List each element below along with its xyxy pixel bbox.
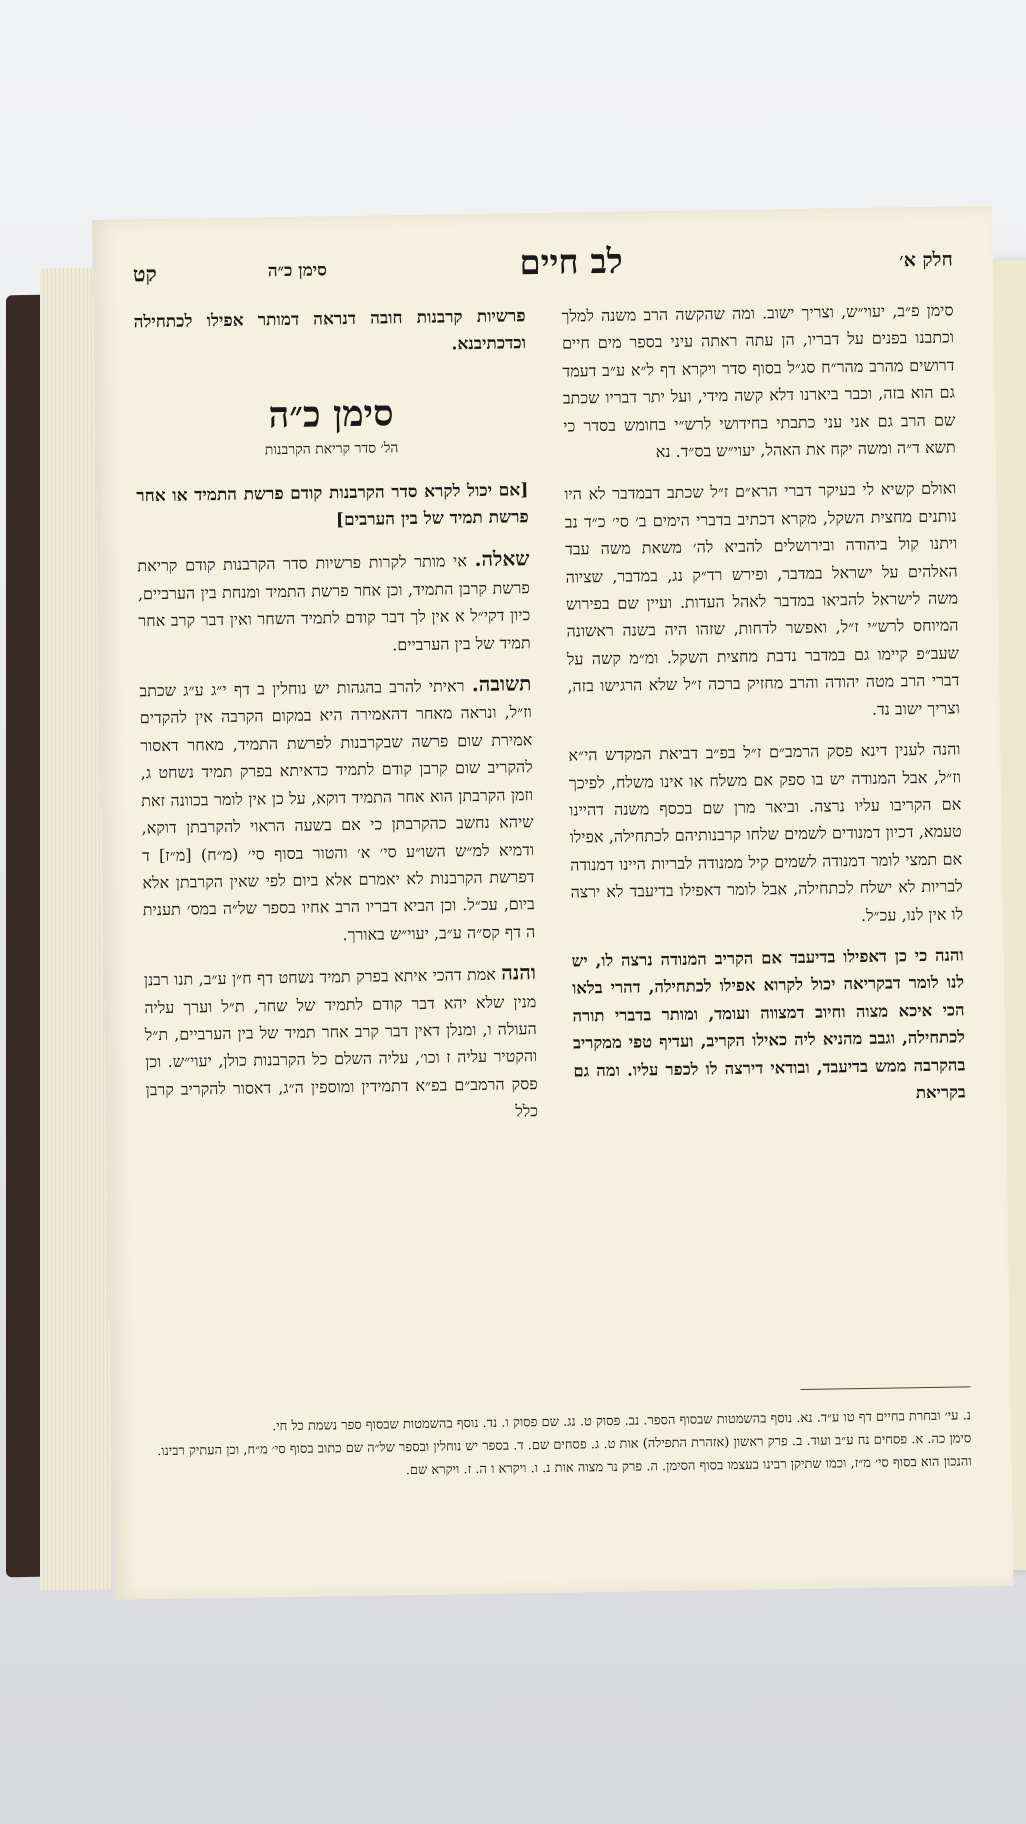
siman-subtitle: הל׳ סדר קריאת הקרבנות [264, 440, 399, 459]
left-column [133, 303, 538, 1145]
book-page [92, 206, 1014, 1600]
answer-paragraph [139, 670, 535, 951]
siman-title: סימן כ״ה [268, 392, 394, 437]
section-heading: [אם יכול לקרא סדר הקרבנות קודם פרשת התמיד או אחר פרשת תמיד של בין הערבים] [136, 479, 529, 531]
header-part: חלק א׳ [899, 248, 953, 272]
intro-text: פרשיות קרבנות חובה דנראה דמותר אפילו לכתחילה וכדכתיבנא. [133, 306, 527, 355]
footnote-line: סימן כה. א. פסחים נח ע״ב ועוד. ב. פרק ראשון (אזהרת התפילה) אות ט. ג. פסחים שם. ד. בספר יש נוחלין ובספר של״ה שם כתוב בסוף סי׳ מ״ח, וכן העתיק רבינו. והנכון הוא בסוף סי׳ מ״ז, וכמו שתיקן רבינו בעצמו בסוף הסימן. ה. פרק נר מצוה אות נ. ו. ויקרא ו ה. ז. ויקרא שם. [156, 1431, 972, 1479]
question-text: אי מותר לקרות פרשיות סדר הקרבנות קודם קריאת פרשת קרבן התמיד, וכן אחר פרשת התמיד ומנחת בין הערביים, כיון דקי״ל א אין לך דבר קודם לתמיד השחר ואין דבר קרב אחר תמיד של בין הערביים. [137, 551, 531, 654]
paragraph: סימן פ״ב, יעוי״ש, וצריך ישוב. ומה שהקשה הרב משנה למלך וכתבנו בפנים על דבריו, הן עתה ראתה עיני בספר מים חיים דרושים מהרב מהר״ח סג״ל בסוף סדר ויקרא דף ל״א ע״ב דעמד גם הוא בזה, וכבר ביארנו דלא קשה מידי, ועל יתר דבריו שכתב שם הרב גם אני עני כתבתי בחידושי לרש״י בחומש בסדר כי תשא ד״ה ומשה יקח את האהל, יעוי״ש בס״ד. נא [561, 300, 956, 462]
question-paragraph [137, 546, 531, 663]
paragraph [144, 959, 539, 1131]
question-lead: שאלה. [474, 546, 530, 572]
answer-text: ראיתי להרב בהגהות יש נוחלין ב דף י״ג ע״ג שכתב וז״ל, ונראה מאחר דהאמירה היא במקום הקרבה אין להקדים אמירת שום פרשה שבקרבנות לפרשת התמיד, מאחר דאסור להקריב שום קרבן קודם לתמיד כדאיתא בפרק תמיד נשחט ג, וזמן הקרבתן הוא אחר התמיד דוקא, על כן אין לומר בכוונה זאת שיהא נחשב כהקרבתן כי אם בשעה הראוי להקרבתן דוקא, ודמיא למ״ש השו״ע סי׳ א׳ והטור בסוף סי׳ (מ״ח) [מ״ז] ד דפרשת הקרבנות לא יאמרם אלא ביום לפי שאין הקרבתן אלא ביום, עכ״ל. וכן הביא דבריו הרב אחיו בספר של״ה במס׳ תענית ה דף קס״ה ע״ב, יעוי״ש באורך. [139, 676, 536, 944]
footnotes [151, 1404, 972, 1486]
footnote-line: נ. עי׳ ובחרת בחיים דף טו ע״ד. נא. נוסף בהשמטות שבסוף הספר. נב. פסוק ט. נג. שם פסוק ו. נד. נוסף בהשמטות שבסוף ספר נשמת כל חי. [271, 1408, 972, 1435]
paragraph: והנה כי כן דאפילו בדיעבד אם הקריב המנודה נרצה לו, יש לנו לומר דבקריאה יכול לקרוא אפילו לכתחילה, דהרי בלאו הכי איכא מצוה וחיוב דמצווה ועומד, ומותר בדברי תורה לכתחילה, וגבב מהניא ליה כאילו הקריב, ועדיף טפי ממקריב בהקרבה ממש בדיעבד, ובודאי דירצה לו לכפר עליו. ומה גם בקריאת [571, 945, 966, 1103]
paragraph: והנה לענין דינא פסק הרמב״ם ז״ל בפ״ב דביאת המקדש הי״א וז״ל, אבל המנודה יש בו ספק אם משלח או אינו משלח, לפיכך אם הקריבו עליו נרצה. וביאר מרן שם בכסף משנה דהיינו טעמא, דכיון דמנודים לשמים שלחו קרבנותיהם לכתחילה, אפילו אם תמצי לומר דמנודה לשמים קיל ממנודה לבריות היינו דמנודה לבריות לא ישלח לכתחילה, אבל לומר דאפילו בדיעבד לא ירצה לו אין לנו, עכ״ל. [568, 739, 964, 925]
page-content [132, 236, 973, 1569]
paragraph: ואולם קשיא לי בעיקר דברי הרא״ם ז״ל שכתב דבמדבר לא היו נותנים מחצית השקל, מקרא דכתיב בדברי הימים ב׳ סי׳ כ״ד נב ויתנו קול ביהודה ובירושלים להביא לה׳ משאת משה עבד האלהים על ישראל במדבר, ופירש רד״ק נג, במדבר, שציוה משה לישראל להביאו במדבר לאהל העדות. ועיין שם בפירוש המיוחס לרש״י ז״ל, ואפשר לדחות, שזהו היה בשנה ראשונה שעב״פ קיימו גם במדבר נדבת מחצית השקל. ומ״מ קשה על דברי הרב מטה יהודה והרב מחזיק ברכה ז״ל שלא הרגישו בזה, וצריך ישוב נד. [564, 478, 960, 719]
header-siman: סימן כ״ה [267, 260, 327, 282]
answer-lead: תשובה. [471, 671, 532, 697]
paragraph-text: אמת דהכי איתא בפרק תמיד נשחט דף ח״ן ע״ב, תנו רבנן מנין שלא יהא דבר קודם לתמיד של שחר, ת״ל וערך עליה העולה ו, ומנלן דאין דבר קרב אחר תמיד של בין הערביים, ת״ל והקטיר עליה ז וכו׳, עליה השלם כל הקרבנות כולן, יעוי״ש. וכן פסק הרמב״ם בפ״א דתמידין ומוספין ה״ג, דאסור להקריב קרבן כלל [143, 964, 539, 1121]
paragraph-lead: והנה [501, 960, 537, 985]
page-number: קט [132, 260, 157, 287]
header-book-title: לב חיים [519, 241, 624, 284]
running-header [132, 236, 953, 299]
footnote-rule [800, 1386, 970, 1390]
right-column [561, 296, 966, 1125]
